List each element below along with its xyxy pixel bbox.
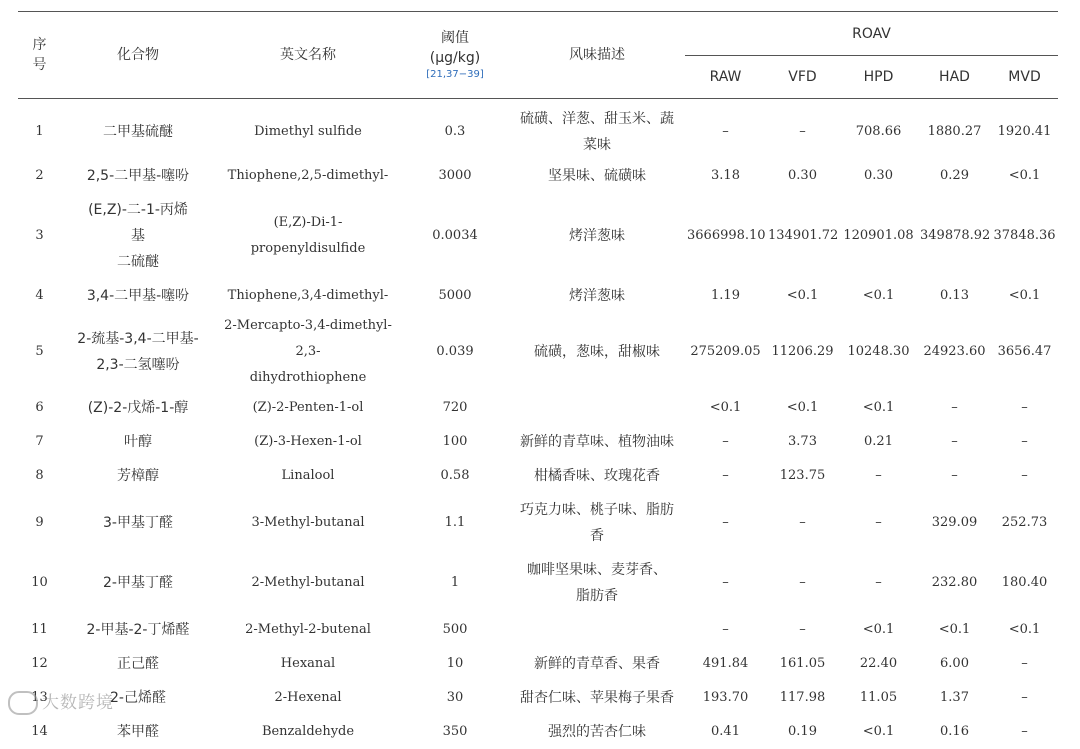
cell-english-name bbox=[215, 99, 401, 159]
cell-english-name-line: Thiophene,3,4-dimethyl- bbox=[227, 287, 389, 303]
cell-compound-line: (Z)-2-戊烯-1-醇 bbox=[87, 399, 189, 416]
cell-hpd: 10248.30 bbox=[847, 343, 910, 359]
cell-hpd: – bbox=[875, 514, 882, 530]
cell-english-name-line: Linalool bbox=[281, 467, 335, 483]
cell-no: 3 bbox=[35, 227, 44, 243]
cell-vfd: 161.05 bbox=[779, 655, 826, 671]
cell-raw: – bbox=[722, 433, 729, 449]
table-row bbox=[18, 613, 1058, 647]
cell-threshold: 1 bbox=[450, 574, 460, 590]
cell-flavor-line: 新鲜的青草味、植物油味 bbox=[520, 433, 674, 450]
cell-compound-line: 2,5-二甲基-噻吩 bbox=[86, 167, 190, 184]
cell-english-name bbox=[215, 459, 401, 493]
cell-mvd: – bbox=[1021, 723, 1028, 739]
cell-no: 12 bbox=[31, 655, 48, 671]
cell-english-name bbox=[215, 715, 401, 749]
cell-threshold: 0.039 bbox=[436, 343, 474, 359]
cell-no: 8 bbox=[35, 467, 44, 483]
cell-had: 329.09 bbox=[931, 514, 978, 530]
cell-raw: – bbox=[722, 123, 729, 139]
cell-hpd: <0.1 bbox=[862, 621, 895, 637]
cell-mvd: 37848.36 bbox=[993, 227, 1056, 243]
cell-flavor-line: 坚果味、硫磺味 bbox=[548, 167, 646, 184]
cell-vfd: 0.19 bbox=[788, 723, 817, 739]
cell-english-name bbox=[215, 647, 401, 681]
cell-raw: 3.18 bbox=[711, 167, 740, 183]
cell-flavor-line: 脂肪香 bbox=[576, 587, 618, 604]
cell-hpd: 120901.08 bbox=[843, 227, 914, 243]
cell-flavor-line: 菜味 bbox=[583, 136, 611, 153]
cell-flavor bbox=[509, 193, 685, 279]
cell-mvd: 180.40 bbox=[1001, 574, 1048, 590]
cell-raw: – bbox=[722, 574, 729, 590]
cell-vfd: – bbox=[799, 123, 806, 139]
cell-had: 6.00 bbox=[940, 655, 969, 671]
cell-vfd: – bbox=[799, 514, 806, 530]
cell-flavor-line: 香 bbox=[590, 527, 604, 544]
cell-vfd: 3.73 bbox=[788, 433, 817, 449]
table-row bbox=[18, 99, 1058, 159]
cell-compound-line: 苯甲醛 bbox=[117, 723, 159, 740]
header-compound: 化合物 bbox=[61, 12, 215, 99]
cell-english-name bbox=[215, 553, 401, 613]
watermark bbox=[8, 688, 114, 715]
cell-mvd: <0.1 bbox=[1008, 167, 1041, 183]
cell-flavor-line: 柑橘香味、玫瑰花香 bbox=[534, 467, 660, 484]
cell-english-name-line: 2-Methyl-2-butenal bbox=[245, 621, 371, 637]
header-threshold bbox=[401, 12, 509, 99]
cell-compound bbox=[61, 99, 215, 159]
cell-compound bbox=[61, 459, 215, 493]
table-row bbox=[18, 159, 1058, 193]
cell-had: 24923.60 bbox=[923, 343, 986, 359]
cell-compound-line: 2-甲基丁醛 bbox=[103, 574, 173, 591]
cell-compound bbox=[61, 493, 215, 553]
table-row bbox=[18, 425, 1058, 459]
cell-compound bbox=[61, 159, 215, 193]
cell-hpd: <0.1 bbox=[862, 723, 895, 739]
table-row bbox=[18, 391, 1058, 425]
cell-compound bbox=[61, 193, 215, 279]
cell-vfd: 0.30 bbox=[788, 167, 817, 183]
cell-compound-line: 2-己烯醛 bbox=[110, 689, 166, 706]
cell-had: 232.80 bbox=[931, 574, 978, 590]
cell-flavor bbox=[509, 613, 685, 647]
cell-flavor bbox=[509, 313, 685, 391]
cell-compound-line: (E,Z)-二-1-丙烯 bbox=[88, 201, 188, 218]
cell-no: 13 bbox=[31, 689, 48, 705]
cell-english-name-line: Dimethyl sulfide bbox=[254, 123, 362, 139]
table-row bbox=[18, 313, 1058, 391]
table-row bbox=[18, 715, 1058, 749]
cell-no: 11 bbox=[31, 621, 48, 637]
cell-english-name bbox=[215, 681, 401, 715]
cell-raw: 491.84 bbox=[702, 655, 749, 671]
cell-had: 349878.92 bbox=[920, 227, 991, 243]
cell-english-name bbox=[215, 613, 401, 647]
cell-threshold: 3000 bbox=[438, 167, 472, 183]
cell-threshold: 10 bbox=[446, 655, 464, 671]
cell-flavor bbox=[509, 459, 685, 493]
cell-english-name-line: Hexanal bbox=[280, 655, 336, 671]
cell-english-name bbox=[215, 425, 401, 459]
cell-flavor-line: 新鲜的青草香、果香 bbox=[534, 655, 660, 672]
cell-hpd: 0.30 bbox=[864, 167, 893, 183]
cell-flavor bbox=[509, 493, 685, 553]
cell-mvd: – bbox=[1021, 655, 1028, 671]
cell-flavor-line: 强烈的苦杏仁味 bbox=[548, 723, 646, 740]
cell-vfd: 123.75 bbox=[779, 467, 826, 483]
cell-vfd: <0.1 bbox=[786, 399, 819, 415]
header-flavor: 风味描述 bbox=[509, 12, 685, 99]
table-row bbox=[18, 647, 1058, 681]
cell-compound-line: 二硫醚 bbox=[117, 253, 159, 270]
cell-compound bbox=[61, 313, 215, 391]
cell-threshold: 720 bbox=[442, 399, 468, 415]
cell-mvd: – bbox=[1021, 399, 1028, 415]
cell-raw: – bbox=[722, 514, 729, 530]
header-vfd: VFD bbox=[766, 56, 839, 99]
cell-threshold: 500 bbox=[442, 621, 468, 637]
cell-flavor bbox=[509, 159, 685, 193]
cell-hpd: – bbox=[875, 467, 882, 483]
threshold-reference-link[interactable]: [21,37−39] bbox=[426, 69, 484, 80]
cell-compound-line: 2-巯基-3,4-二甲基- bbox=[77, 330, 199, 347]
cell-flavor bbox=[509, 647, 685, 681]
cell-raw: – bbox=[722, 621, 729, 637]
header-threshold-unit: (μg/kg) bbox=[429, 50, 481, 66]
cell-mvd: 252.73 bbox=[1001, 514, 1048, 530]
cell-compound bbox=[61, 553, 215, 613]
header-threshold-label: 阈值 bbox=[441, 30, 469, 46]
cell-no: 7 bbox=[35, 433, 44, 449]
cell-threshold: 0.58 bbox=[440, 467, 470, 483]
cell-hpd: <0.1 bbox=[862, 287, 895, 303]
cell-no: 14 bbox=[31, 723, 48, 739]
cell-mvd: 1920.41 bbox=[997, 123, 1052, 139]
cell-flavor-line: 硫磺、洋葱、甜玉米、蔬 bbox=[520, 110, 674, 127]
watermark-logo-icon bbox=[8, 691, 38, 715]
cell-flavor-line: 烤洋葱味 bbox=[569, 287, 625, 304]
roav-table bbox=[18, 11, 1058, 749]
table-row bbox=[18, 493, 1058, 553]
cell-no: 1 bbox=[35, 123, 44, 139]
table-row bbox=[18, 681, 1058, 715]
cell-threshold: 0.3 bbox=[444, 123, 466, 139]
header-english-name: 英文名称 bbox=[215, 12, 401, 99]
cell-mvd: – bbox=[1021, 433, 1028, 449]
cell-compound-line: 二甲基硫醚 bbox=[103, 123, 173, 140]
cell-threshold: 0.0034 bbox=[432, 227, 478, 243]
cell-english-name-line: 2-Methyl-butanal bbox=[251, 574, 365, 590]
cell-compound bbox=[61, 391, 215, 425]
cell-had: 1.37 bbox=[940, 689, 969, 705]
cell-raw: 275209.05 bbox=[690, 343, 761, 359]
header-had: HAD bbox=[918, 56, 991, 99]
cell-threshold: 100 bbox=[442, 433, 468, 449]
cell-compound-line: 2,3-二氢噻吩 bbox=[96, 356, 180, 373]
cell-compound-line: 3,4-二甲基-噻吩 bbox=[86, 287, 190, 304]
header-raw: RAW bbox=[685, 56, 766, 99]
cell-vfd: 11206.29 bbox=[771, 343, 834, 359]
cell-vfd: 117.98 bbox=[779, 689, 826, 705]
cell-flavor bbox=[509, 425, 685, 459]
cell-raw: 193.70 bbox=[702, 689, 749, 705]
cell-flavor-line: 硫磺，葱味，甜椒味 bbox=[534, 343, 660, 360]
cell-flavor-line: 巧克力味、桃子味、脂肪 bbox=[520, 501, 674, 518]
cell-english-name-line: propenyldisulfide bbox=[250, 240, 366, 256]
cell-threshold: 5000 bbox=[438, 287, 472, 303]
table-row bbox=[18, 459, 1058, 493]
cell-had: 0.16 bbox=[940, 723, 969, 739]
cell-no: 4 bbox=[35, 287, 44, 303]
cell-threshold: 30 bbox=[446, 689, 464, 705]
cell-english-name-line: Thiophene,2,5-dimethyl- bbox=[227, 167, 389, 183]
cell-no: 6 bbox=[35, 399, 44, 415]
cell-mvd: <0.1 bbox=[1008, 621, 1041, 637]
cell-flavor bbox=[509, 279, 685, 313]
header-roav: ROAV bbox=[685, 12, 1058, 56]
cell-hpd: 22.40 bbox=[859, 655, 898, 671]
cell-had: – bbox=[951, 433, 958, 449]
cell-no: 10 bbox=[31, 574, 48, 590]
cell-compound-line: 芳樟醇 bbox=[117, 467, 159, 484]
cell-raw: – bbox=[722, 467, 729, 483]
cell-vfd: <0.1 bbox=[786, 287, 819, 303]
table-body bbox=[18, 99, 1058, 749]
cell-had: – bbox=[951, 399, 958, 415]
cell-english-name-line: (E,Z)-Di-1- bbox=[273, 214, 343, 230]
cell-compound-line: 基 bbox=[131, 227, 145, 244]
cell-vfd: – bbox=[799, 574, 806, 590]
cell-flavor bbox=[509, 681, 685, 715]
cell-english-name-line: (Z)-2-Penten-1-ol bbox=[252, 399, 364, 415]
cell-compound-line: 3-甲基丁醛 bbox=[103, 514, 173, 531]
cell-flavor-line: 咖啡坚果味、麦芽香、 bbox=[527, 561, 667, 578]
watermark-text: 大数跨境 bbox=[42, 693, 114, 713]
cell-compound bbox=[61, 715, 215, 749]
cell-english-name bbox=[215, 279, 401, 313]
cell-hpd: <0.1 bbox=[862, 399, 895, 415]
cell-flavor bbox=[509, 99, 685, 159]
table-row bbox=[18, 193, 1058, 279]
cell-raw: <0.1 bbox=[709, 399, 742, 415]
header-mvd: MVD bbox=[991, 56, 1058, 99]
cell-english-name-line: dihydrothiophene bbox=[249, 369, 367, 385]
cell-no: 2 bbox=[35, 167, 44, 183]
cell-english-name bbox=[215, 493, 401, 553]
table-row bbox=[18, 279, 1058, 313]
header-hpd: HPD bbox=[839, 56, 918, 99]
cell-had: 1880.27 bbox=[927, 123, 982, 139]
cell-flavor bbox=[509, 553, 685, 613]
cell-mvd: 3656.47 bbox=[997, 343, 1052, 359]
cell-compound bbox=[61, 647, 215, 681]
cell-flavor bbox=[509, 715, 685, 749]
cell-vfd: – bbox=[799, 621, 806, 637]
cell-mvd: – bbox=[1021, 467, 1028, 483]
cell-english-name-line: (Z)-3-Hexen-1-ol bbox=[254, 433, 362, 449]
cell-had: 0.13 bbox=[940, 287, 969, 303]
cell-had: 0.29 bbox=[940, 167, 969, 183]
cell-compound-line: 2-甲基-2-丁烯醛 bbox=[86, 621, 190, 638]
header-no: 序号 bbox=[18, 12, 61, 99]
cell-compound bbox=[61, 279, 215, 313]
cell-no: 9 bbox=[35, 514, 44, 530]
cell-english-name bbox=[215, 193, 401, 279]
cell-raw: 0.41 bbox=[711, 723, 740, 739]
cell-english-name-line: Benzaldehyde bbox=[261, 723, 355, 739]
cell-english-name-line: 3-Methyl-butanal bbox=[251, 514, 365, 530]
cell-flavor bbox=[509, 391, 685, 425]
cell-english-name-line: 2-Mercapto-3,4-dimethyl-2,3- bbox=[224, 317, 392, 359]
cell-raw: 3666998.10 bbox=[687, 227, 766, 243]
cell-hpd: 708.66 bbox=[855, 123, 902, 139]
table-row bbox=[18, 553, 1058, 613]
cell-vfd: 134901.72 bbox=[768, 227, 839, 243]
cell-compound-line: 叶醇 bbox=[124, 433, 152, 450]
cell-compound bbox=[61, 613, 215, 647]
cell-compound-line: 正己醛 bbox=[117, 655, 159, 672]
cell-english-name bbox=[215, 159, 401, 193]
cell-threshold: 350 bbox=[442, 723, 468, 739]
cell-threshold: 1.1 bbox=[444, 514, 466, 530]
cell-had: <0.1 bbox=[938, 621, 971, 637]
cell-flavor-line: 甜杏仁味、苹果梅子果香 bbox=[520, 689, 674, 706]
cell-mvd: – bbox=[1021, 689, 1028, 705]
cell-no: 5 bbox=[35, 343, 44, 359]
cell-hpd: – bbox=[875, 574, 882, 590]
cell-had: – bbox=[951, 467, 958, 483]
cell-raw: 1.19 bbox=[711, 287, 740, 303]
cell-flavor-line: 烤洋葱味 bbox=[569, 227, 625, 244]
cell-english-name bbox=[215, 391, 401, 425]
cell-hpd: 0.21 bbox=[864, 433, 893, 449]
cell-hpd: 11.05 bbox=[859, 689, 898, 705]
cell-mvd: <0.1 bbox=[1008, 287, 1041, 303]
cell-english-name-line: 2-Hexenal bbox=[274, 689, 342, 705]
cell-compound bbox=[61, 425, 215, 459]
cell-english-name bbox=[215, 313, 401, 391]
